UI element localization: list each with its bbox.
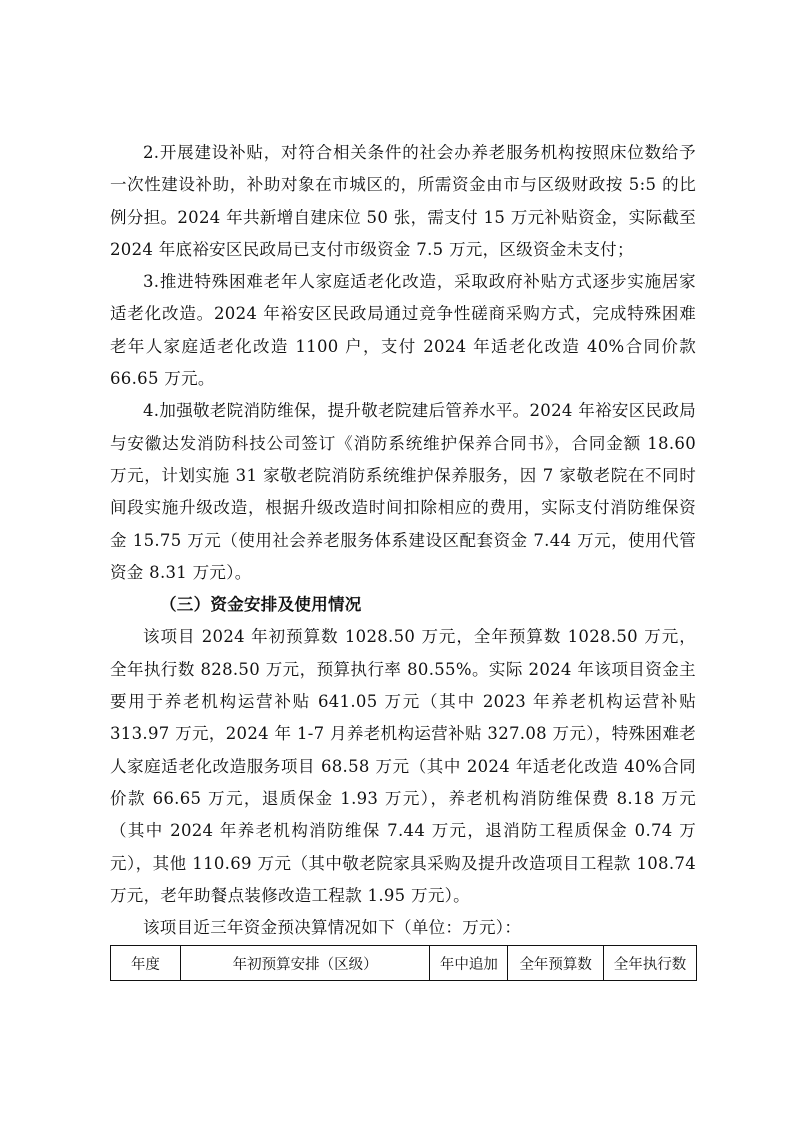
- header-year: 年度: [111, 946, 181, 981]
- section-heading: （三）资金安排及使用情况: [160, 595, 362, 615]
- table-header-row: [111, 946, 697, 981]
- paragraph-table-intro: 该项目近三年资金预决算情况如下（单位：万元）：: [143, 918, 522, 938]
- header-midyear-addition: 年中追加: [430, 946, 508, 981]
- header-annual-execution: 全年执行数: [604, 946, 697, 981]
- paragraph-fire-maintenance: 4.加强敬老院消防维保，提升敬老院建后管养水平。2024 年裕安区民政局与安徽达发消防科技公司签订《消防系统维护保养合同书》，合同金额 18.60 万元，计划实施 31 家敬老院消防系统维护保养服务，因 7 家敬老院在不同时间段实施升级改造，根据升级改造时间扣除相应的费用，实际支付消防维保资金 15.75 万元（使用社会养老服务体系建设区配套资金 7.44 万元，使用代管资金 8.31 万元）。: [110, 401, 696, 582]
- budget-table: [110, 945, 697, 981]
- document-body: [110, 137, 696, 981]
- header-annual-budget: 全年预算数: [508, 946, 604, 981]
- paragraph-construction-subsidy: 2.开展建设补贴，对符合相关条件的社会办养老服务机构按照床位数给予一次性建设补助，补助对象在市城区的，所需资金由市与区级财政按 5:5 的比例分担。2024 年共新增自建床位 50 张，需支付 15 万元补贴资金，实际截至 2024 年底裕安区民政局已支付市级资金 7.5 万元，区级资金未支付；: [110, 143, 696, 259]
- paragraph-aging-renovation: 3.推进特殊困难老年人家庭适老化改造，采取政府补贴方式逐步实施居家适老化改造。2024 年裕安区民政局通过竞争性磋商采购方式，完成特殊困难老年人家庭适老化改造 1100 户，支付 2024 年适老化改造 40%合同价款 66.65 万元。: [110, 272, 696, 389]
- paragraph-funding-usage: 该项目 2024 年初预算数 1028.50 万元，全年预算数 1028.50 万元，全年执行数 828.50 万元，预算执行率 80.55%。实际 2024 年该项目资金主要用于养老机构运营补贴 641.05 万元（其中 2023 年养老机构运营补贴 313.97 万元，2024 年 1-7 月养老机构运营补贴 327.08 万元），特殊困难老人家庭适老化改造服务项目 68.58 万元（其中 2024 年适老化改造 40%合同价款 66.65 万元，退质保金 1.93 万元），养老机构消防维保费 8.18 万元（其中 2024 年养老机构消防维保 7.44 万元，退消防工程质保金 0.74 万元），其他 110.69 万元（其中敬老院家具采购及提升改造项目工程款 108.74 万元，老年助餐点装修改造工程款 1.95 万元）。: [110, 627, 696, 905]
- header-initial-budget: 年初预算安排（区级）: [180, 946, 430, 981]
